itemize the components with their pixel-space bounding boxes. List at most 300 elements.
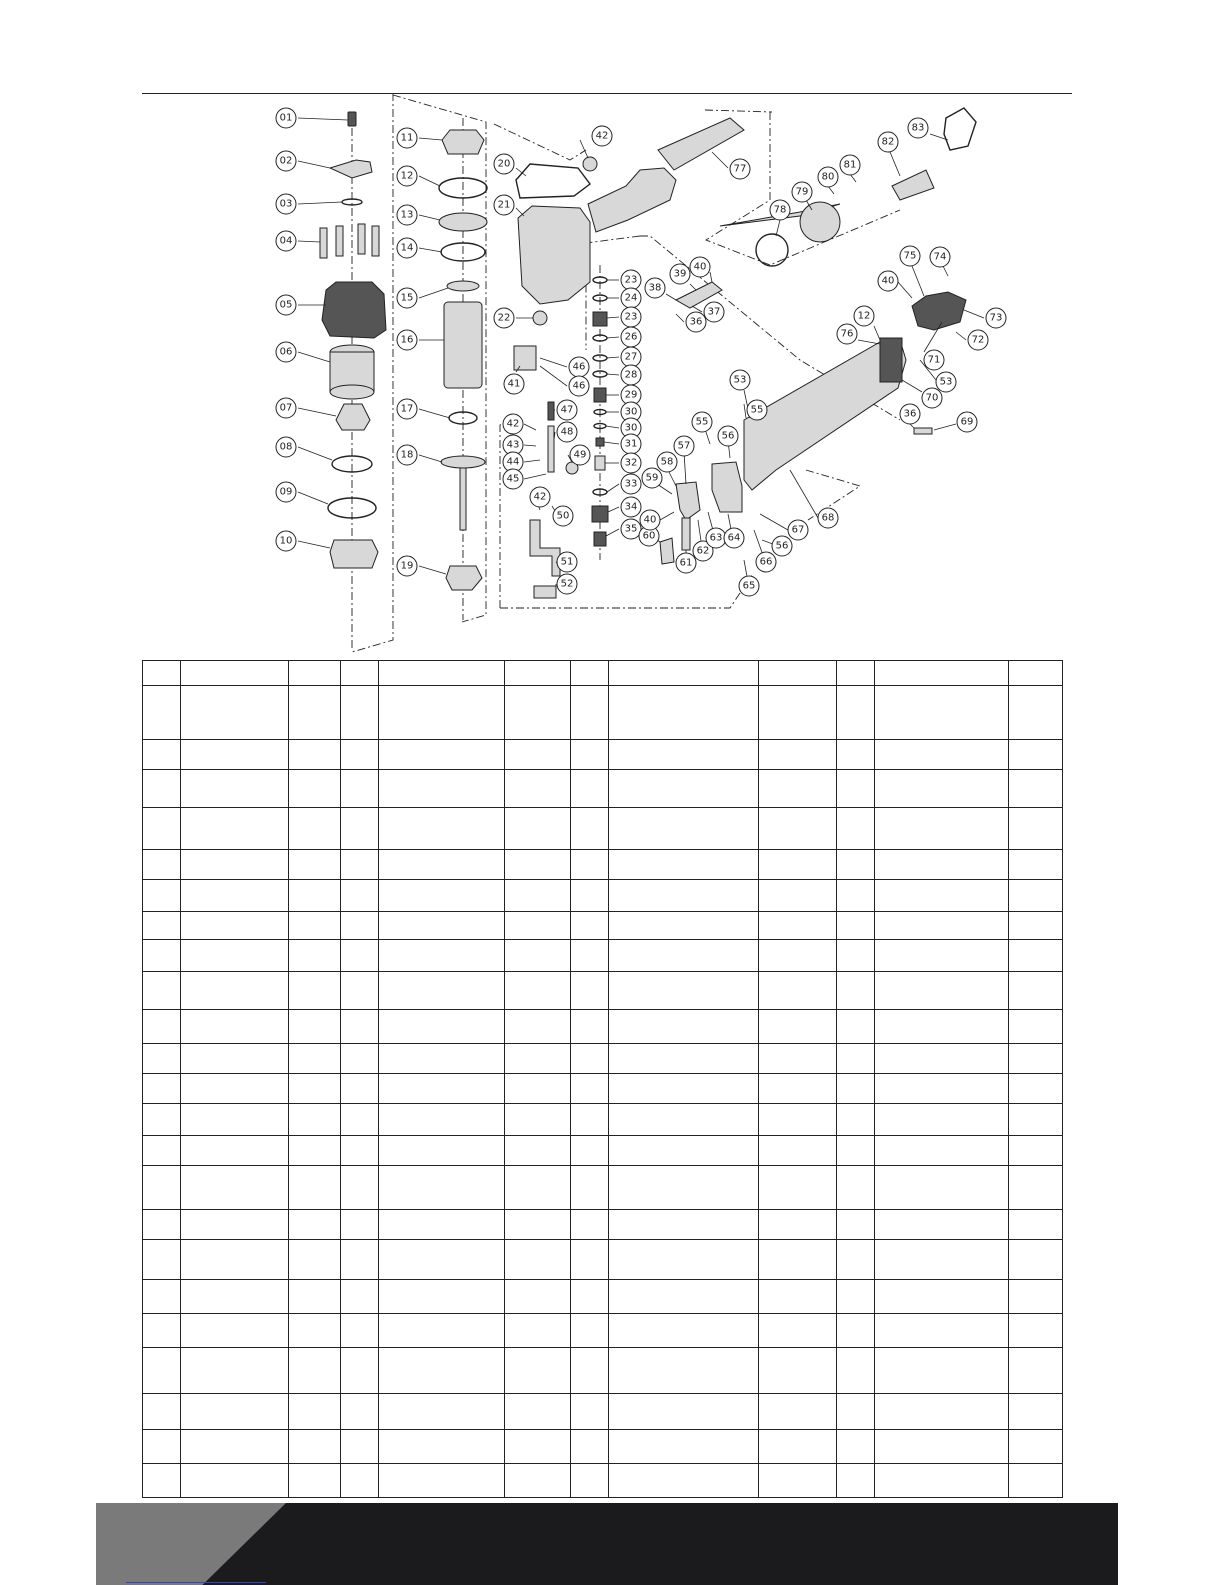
table-cell <box>289 1394 341 1430</box>
table-cell <box>571 1136 609 1166</box>
table-cell <box>875 1210 1009 1240</box>
table-cell <box>181 850 289 880</box>
table-cell <box>289 770 341 808</box>
table-cell <box>143 972 181 1010</box>
table-cell <box>289 1430 341 1464</box>
table-row <box>143 740 1063 770</box>
table-cell <box>289 912 341 940</box>
table-cell <box>379 1280 505 1314</box>
table-cell <box>181 1394 289 1430</box>
callout-label: 27 <box>624 351 638 363</box>
table-cell <box>379 1240 505 1280</box>
table-cell <box>505 850 571 880</box>
table-cell <box>505 1240 571 1280</box>
callout-label: 73 <box>989 312 1003 324</box>
table-cell <box>837 1314 875 1348</box>
callout-label: 72 <box>971 334 985 346</box>
table-cell <box>759 1210 837 1240</box>
callout-label: 58 <box>660 456 674 468</box>
table-cell <box>875 1044 1009 1074</box>
table-cell <box>609 1348 759 1394</box>
callout-label: 03 <box>279 198 293 210</box>
table-cell <box>609 1074 759 1104</box>
callout-label: 32 <box>624 457 638 469</box>
callout-label: 45 <box>506 473 520 485</box>
table-cell <box>181 1104 289 1136</box>
callout-label: 64 <box>727 532 741 544</box>
callout-label: 42 <box>595 130 609 142</box>
table-cell <box>505 1280 571 1314</box>
table-cell <box>181 1464 289 1498</box>
table-cell <box>1009 808 1063 850</box>
table-row <box>143 1314 1063 1348</box>
callout-label: 05 <box>279 299 293 311</box>
table-row <box>143 808 1063 850</box>
callout-label: 48 <box>560 426 574 438</box>
footer-band <box>96 1503 1118 1585</box>
table-cell <box>341 1280 379 1314</box>
table-cell <box>837 1280 875 1314</box>
table-cell <box>875 1136 1009 1166</box>
table-cell <box>143 850 181 880</box>
table-cell <box>571 972 609 1010</box>
table-cell <box>379 940 505 972</box>
table-cell <box>759 1010 837 1044</box>
callout-label: 14 <box>400 242 414 254</box>
table-cell <box>143 1104 181 1136</box>
table-cell <box>1009 1430 1063 1464</box>
table-cell <box>1009 1074 1063 1104</box>
callout-label: 31 <box>624 438 638 450</box>
table-cell <box>571 1348 609 1394</box>
table-cell <box>875 1348 1009 1394</box>
table-cell <box>759 770 837 808</box>
table-cell <box>505 1074 571 1104</box>
callout-label: 79 <box>795 186 809 198</box>
header-cell <box>505 661 571 686</box>
table-cell <box>181 1044 289 1074</box>
callout-label: 10 <box>279 535 293 547</box>
table-cell <box>341 1464 379 1498</box>
table-cell <box>379 808 505 850</box>
callout-label: 57 <box>677 440 691 452</box>
header-cell <box>143 661 181 686</box>
table-cell <box>759 1430 837 1464</box>
callout-label: 16 <box>400 334 414 346</box>
callout-label: 55 <box>750 404 764 416</box>
table-cell <box>1009 1210 1063 1240</box>
table-cell <box>505 1044 571 1074</box>
table-cell <box>1009 740 1063 770</box>
table-cell <box>341 940 379 972</box>
callout-label: 40 <box>881 275 895 287</box>
callout-label: 53 <box>733 374 747 386</box>
callout-label: 47 <box>560 404 574 416</box>
table-cell <box>341 1104 379 1136</box>
callout-label: 41 <box>507 378 521 390</box>
callout-label: 39 <box>673 268 687 280</box>
callout-label: 20 <box>497 158 511 170</box>
table-cell <box>181 1280 289 1314</box>
callout-label: 67 <box>791 524 805 536</box>
table-cell <box>571 1044 609 1074</box>
table-cell <box>875 850 1009 880</box>
table-row <box>143 1136 1063 1166</box>
table-cell <box>289 880 341 912</box>
table-cell <box>379 1210 505 1240</box>
table-row <box>143 686 1063 740</box>
callout-label: 26 <box>624 331 638 343</box>
table-cell <box>181 770 289 808</box>
callout-label: 40 <box>693 261 707 273</box>
table-cell <box>837 940 875 972</box>
table-cell <box>143 1240 181 1280</box>
table-cell <box>837 1104 875 1136</box>
header-cell <box>1009 661 1063 686</box>
table-cell <box>1009 1280 1063 1314</box>
table-cell <box>289 1104 341 1136</box>
callout-label: 53 <box>939 376 953 388</box>
table-row <box>143 1464 1063 1498</box>
callout-label: 78 <box>773 204 787 216</box>
table-cell <box>1009 880 1063 912</box>
table-cell <box>181 912 289 940</box>
callout-label: 71 <box>927 354 941 366</box>
table-cell <box>143 940 181 972</box>
table-cell <box>181 686 289 740</box>
callout-label: 37 <box>707 306 721 318</box>
table-row <box>143 1166 1063 1210</box>
table-cell <box>505 1348 571 1394</box>
callout-label: 30 <box>624 422 638 434</box>
table-cell <box>609 808 759 850</box>
table-cell <box>181 1314 289 1348</box>
table-cell <box>1009 1136 1063 1166</box>
table-cell <box>875 940 1009 972</box>
table-cell <box>379 1010 505 1044</box>
table-cell <box>571 686 609 740</box>
callout-label: 12 <box>400 170 414 182</box>
table-cell <box>609 940 759 972</box>
table-cell <box>837 1464 875 1498</box>
callout-label: 02 <box>279 155 293 167</box>
callout-label: 18 <box>400 449 414 461</box>
table-cell <box>837 808 875 850</box>
callout-label: 74 <box>933 251 947 263</box>
table-cell <box>609 770 759 808</box>
table-cell <box>571 1394 609 1430</box>
callout-label: 23 <box>624 274 638 286</box>
table-cell <box>759 972 837 1010</box>
table-cell <box>875 1104 1009 1136</box>
callout-label: 80 <box>821 171 835 183</box>
table-cell <box>609 1430 759 1464</box>
table-cell <box>571 1430 609 1464</box>
table-cell <box>341 808 379 850</box>
callout-label: 83 <box>911 122 925 134</box>
table-cell <box>875 1280 1009 1314</box>
table-cell <box>875 912 1009 940</box>
table-cell <box>1009 972 1063 1010</box>
callout-label: 75 <box>903 250 917 262</box>
table-row <box>143 880 1063 912</box>
table-cell <box>505 686 571 740</box>
table-cell <box>571 1280 609 1314</box>
table-cell <box>571 1104 609 1136</box>
table-cell <box>759 940 837 972</box>
table-cell <box>1009 940 1063 972</box>
table-cell <box>379 1074 505 1104</box>
table-cell <box>759 1136 837 1166</box>
table-cell <box>341 1210 379 1240</box>
table-cell <box>341 1044 379 1074</box>
table-cell <box>181 1348 289 1394</box>
table-cell <box>759 1104 837 1136</box>
callout-label: 43 <box>506 439 520 451</box>
table-cell <box>609 1394 759 1430</box>
table-cell <box>505 1104 571 1136</box>
table-cell <box>289 1348 341 1394</box>
callout-label: 01 <box>279 112 293 124</box>
table-cell <box>341 1240 379 1280</box>
table-cell <box>837 850 875 880</box>
callout-label: 61 <box>679 557 693 569</box>
header-cell <box>341 661 379 686</box>
table-cell <box>571 850 609 880</box>
table-cell <box>1009 1104 1063 1136</box>
table-cell <box>609 880 759 912</box>
table-cell <box>571 880 609 912</box>
callout-label: 56 <box>721 430 735 442</box>
callout-label: 21 <box>497 199 511 211</box>
table-cell <box>505 740 571 770</box>
callout-label: 12 <box>857 310 871 322</box>
callout-label: 42 <box>506 418 520 430</box>
callout-label: 49 <box>573 449 587 461</box>
callout-label: 33 <box>624 478 638 490</box>
table-cell <box>609 1240 759 1280</box>
table-cell <box>759 686 837 740</box>
parts-list-table <box>142 660 1063 1498</box>
table-cell <box>571 770 609 808</box>
table-cell <box>379 1464 505 1498</box>
table-cell <box>571 912 609 940</box>
table-cell <box>759 880 837 912</box>
table-header-row <box>143 661 1063 686</box>
callout-label: 66 <box>759 556 773 568</box>
callout-label: 56 <box>775 540 789 552</box>
callout-label: 44 <box>506 456 520 468</box>
table-cell <box>875 1166 1009 1210</box>
header-cell <box>875 661 1009 686</box>
table-cell <box>875 1314 1009 1348</box>
callout-label: 17 <box>400 403 414 415</box>
table-cell <box>143 1010 181 1044</box>
table-cell <box>609 1166 759 1210</box>
header-cell <box>289 661 341 686</box>
table-cell <box>571 1074 609 1104</box>
header-cell <box>379 661 505 686</box>
callout-label: 77 <box>733 163 747 175</box>
table-cell <box>875 1430 1009 1464</box>
table-cell <box>143 770 181 808</box>
table-cell <box>289 740 341 770</box>
table-cell <box>181 880 289 912</box>
table-cell <box>143 1210 181 1240</box>
table-cell <box>837 972 875 1010</box>
callout-label: 09 <box>279 486 293 498</box>
table-cell <box>609 1044 759 1074</box>
table-cell <box>341 1394 379 1430</box>
table-cell <box>143 1348 181 1394</box>
table-row <box>143 1280 1063 1314</box>
table-cell <box>837 1010 875 1044</box>
table-cell <box>1009 1394 1063 1430</box>
callout-label: 35 <box>624 523 638 535</box>
callout-label: 29 <box>624 389 638 401</box>
table-cell <box>289 686 341 740</box>
table-cell <box>875 1240 1009 1280</box>
table-cell <box>505 940 571 972</box>
table-cell <box>341 880 379 912</box>
table-cell <box>1009 912 1063 940</box>
table-row <box>143 972 1063 1010</box>
table-cell <box>609 740 759 770</box>
table-cell <box>505 1010 571 1044</box>
callout-label: 13 <box>400 209 414 221</box>
table-cell <box>505 1314 571 1348</box>
table-cell <box>379 1104 505 1136</box>
callout-label: 08 <box>279 441 293 453</box>
table-cell <box>181 1136 289 1166</box>
table-cell <box>571 1210 609 1240</box>
table-cell <box>143 1314 181 1348</box>
table-row <box>143 1430 1063 1464</box>
table-cell <box>837 1210 875 1240</box>
table-cell <box>379 912 505 940</box>
table-row <box>143 1074 1063 1104</box>
table-cell <box>289 1240 341 1280</box>
callout-label: 19 <box>400 560 414 572</box>
table-cell <box>759 740 837 770</box>
table-cell <box>341 686 379 740</box>
table-row <box>143 1104 1063 1136</box>
table-row <box>143 1210 1063 1240</box>
callout-label: 60 <box>642 530 656 542</box>
callout-label: 46 <box>572 361 586 373</box>
table-cell <box>571 1166 609 1210</box>
table-cell <box>1009 1010 1063 1044</box>
table-row <box>143 940 1063 972</box>
table-cell <box>875 972 1009 1010</box>
table-cell <box>759 1394 837 1430</box>
table-cell <box>571 940 609 972</box>
callout-label: 62 <box>696 545 710 557</box>
table-cell <box>143 880 181 912</box>
table-cell <box>379 1136 505 1166</box>
table-cell <box>143 686 181 740</box>
callout-label: 63 <box>709 532 723 544</box>
table-cell <box>379 740 505 770</box>
callout-label: 51 <box>560 556 574 568</box>
table-cell <box>571 1010 609 1044</box>
table-cell <box>875 1074 1009 1104</box>
callout-label: 22 <box>497 312 511 324</box>
table-cell <box>837 1044 875 1074</box>
table-cell <box>181 808 289 850</box>
table-cell <box>379 770 505 808</box>
table-cell <box>143 740 181 770</box>
table-cell <box>1009 1044 1063 1074</box>
callout-label: 11 <box>400 132 414 144</box>
table-cell <box>341 1074 379 1104</box>
table-cell <box>505 880 571 912</box>
table-cell <box>759 912 837 940</box>
table-cell <box>379 1044 505 1074</box>
table-cell <box>837 912 875 940</box>
callout-label: 15 <box>400 292 414 304</box>
table-cell <box>609 972 759 1010</box>
table-cell <box>759 1464 837 1498</box>
callout-label: 07 <box>279 402 293 414</box>
header-cell <box>837 661 875 686</box>
table-cell <box>289 1210 341 1240</box>
table-cell <box>1009 850 1063 880</box>
table-cell <box>289 850 341 880</box>
table-cell <box>505 808 571 850</box>
callout-label: 38 <box>648 282 662 294</box>
table-cell <box>571 740 609 770</box>
table-cell <box>759 1314 837 1348</box>
table-cell <box>181 740 289 770</box>
table-cell <box>181 1166 289 1210</box>
table-cell <box>341 972 379 1010</box>
callout-label: 59 <box>645 472 659 484</box>
table-cell <box>143 1430 181 1464</box>
callout-label: 52 <box>560 578 574 590</box>
table-cell <box>837 770 875 808</box>
table-cell <box>505 1136 571 1166</box>
table-cell <box>759 850 837 880</box>
table-cell <box>289 1010 341 1044</box>
table-cell <box>837 1348 875 1394</box>
table-cell <box>759 1280 837 1314</box>
table-cell <box>609 1136 759 1166</box>
table-cell <box>609 686 759 740</box>
table-cell <box>505 1464 571 1498</box>
table-row <box>143 1010 1063 1044</box>
parts-table-body <box>143 686 1063 1498</box>
table-cell <box>1009 1464 1063 1498</box>
table-cell <box>289 972 341 1010</box>
table-cell <box>143 808 181 850</box>
table-cell <box>571 808 609 850</box>
table-cell <box>379 1394 505 1430</box>
table-cell <box>759 1240 837 1280</box>
callout-label: 65 <box>742 580 756 592</box>
table-cell <box>181 1240 289 1280</box>
table-cell <box>505 1430 571 1464</box>
header-cell <box>759 661 837 686</box>
table-row <box>143 912 1063 940</box>
footer-link-underline[interactable] <box>126 1582 266 1583</box>
callout-label: 76 <box>840 328 854 340</box>
table-cell <box>609 1010 759 1044</box>
table-cell <box>143 1464 181 1498</box>
table-cell <box>181 1010 289 1044</box>
table-cell <box>505 1394 571 1430</box>
table-cell <box>505 1166 571 1210</box>
